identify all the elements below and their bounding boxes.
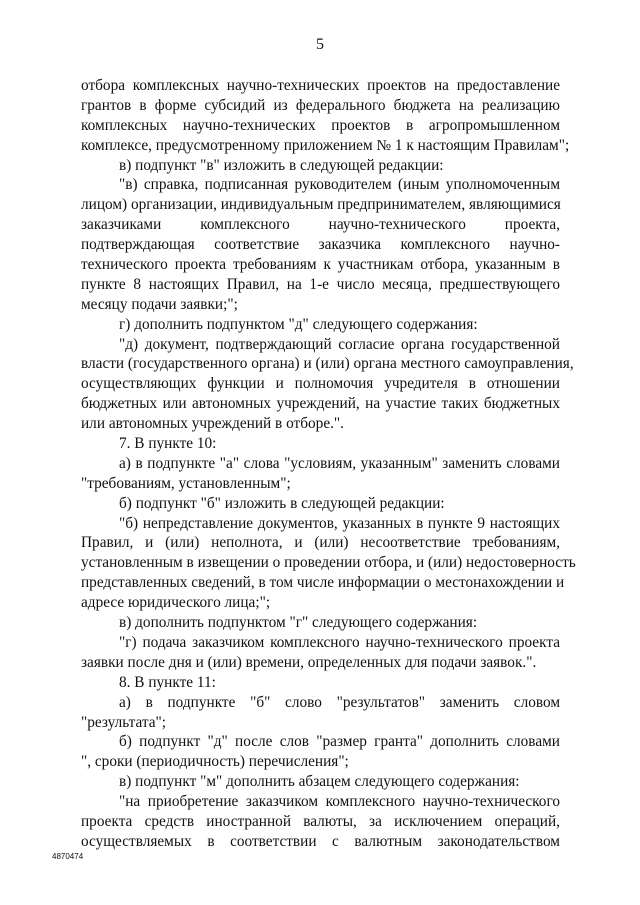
text-line: грантов в форме субсидий из федерального бюджета на реализацию xyxy=(81,96,560,114)
text-line: представленных сведений, в том числе информации о местонахождении и xyxy=(81,574,565,592)
text-line: "б) непредставление документов, указанных в пункте 9 настоящих xyxy=(119,514,560,532)
page-number: 5 xyxy=(316,36,324,53)
text-line: лицом) организации, индивидуальным предпринимателем, являющимися xyxy=(81,196,561,214)
text-line: "на приобретение заказчиком комплексного научно-технического xyxy=(119,793,560,811)
text-line: осуществляющих функции и полномочия учредителя в отношении xyxy=(81,375,560,393)
text-line: заявки после дня и (или) времени, определенных для подачи заявок.". xyxy=(81,653,537,671)
text-line: 7. В пункте 10: xyxy=(119,435,217,453)
document-code: 4870474 xyxy=(52,852,84,861)
text-line: адресе юридического лица;"; xyxy=(81,594,271,612)
text-line: ", сроки (периодичность) перечисления"; xyxy=(81,753,349,771)
text-line: осуществляемых в соответствии с валютным законодательством xyxy=(81,832,560,850)
text-line: власти (государственного органа) и (или) органа местного самоуправления, xyxy=(81,355,574,373)
text-line: Правил, и (или) неполнота, и (или) несоответствие требованиям, xyxy=(81,534,560,552)
text-line: "д) документ, подтверждающий согласие органа государственной xyxy=(119,335,560,353)
text-line: 8. В пункте 11: xyxy=(119,673,216,691)
text-line: а) в подпункте "а" слова "условиям, указанным" заменить словами xyxy=(119,454,560,472)
text-line: б) подпункт "д" после слов "размер гранта" дополнить словами xyxy=(119,733,560,751)
text-line: г) дополнить подпунктом "д" следующего содержания: xyxy=(119,315,478,333)
document-body xyxy=(81,76,576,852)
text-line: установленным в извещении о проведении отбора, и (или) недостоверность xyxy=(81,554,576,572)
text-line: а) в подпункте "б" слово "результатов" заменить словом xyxy=(119,693,560,711)
text-line: заказчиками комплексного научно-технического проекта, xyxy=(81,216,560,234)
text-line: в) подпункт "в" изложить в следующей редакции: xyxy=(119,156,444,174)
text-line: в) подпункт "м" дополнить абзацем следующего содержания: xyxy=(119,773,520,791)
text-line: комплексных научно-технических проектов в агропромышленном xyxy=(81,116,560,134)
text-line: месяцу подачи заявки;"; xyxy=(81,295,238,313)
text-line: проекта средств иностранной валюты, за исключением операций, xyxy=(81,812,560,830)
text-line: "требованиям, установленным"; xyxy=(81,474,291,492)
text-line: "в) справка, подписанная руководителем (иным уполномоченным xyxy=(119,176,560,194)
text-line: в) дополнить подпунктом "г" следующего содержания: xyxy=(119,614,478,632)
text-line: "результата"; xyxy=(81,713,167,731)
text-line: отбора комплексных научно-технических проектов на предоставление xyxy=(81,77,560,94)
text-line: комплексе, предусмотренному приложением № 1 к настоящим Правилам"; xyxy=(81,136,570,154)
text-line: бюджетных или автономных учреждений, на участие таких бюджетных xyxy=(81,395,560,413)
text-line: подтверждающая соответствие заказчика комплексного научно- xyxy=(81,236,560,254)
text-line: б) подпункт "б" изложить в следующей редакции: xyxy=(119,494,445,512)
text-line: пункте 8 настоящих Правил, на 1-е число месяца, предшествующего xyxy=(81,275,560,293)
text-line: "г) подача заказчиком комплексного научно-технического проекта xyxy=(119,633,560,651)
text-line: или автономных учреждений в отборе.". xyxy=(81,415,344,433)
text-line: технического проекта требованиям к участникам отбора, указанным в xyxy=(81,256,560,274)
